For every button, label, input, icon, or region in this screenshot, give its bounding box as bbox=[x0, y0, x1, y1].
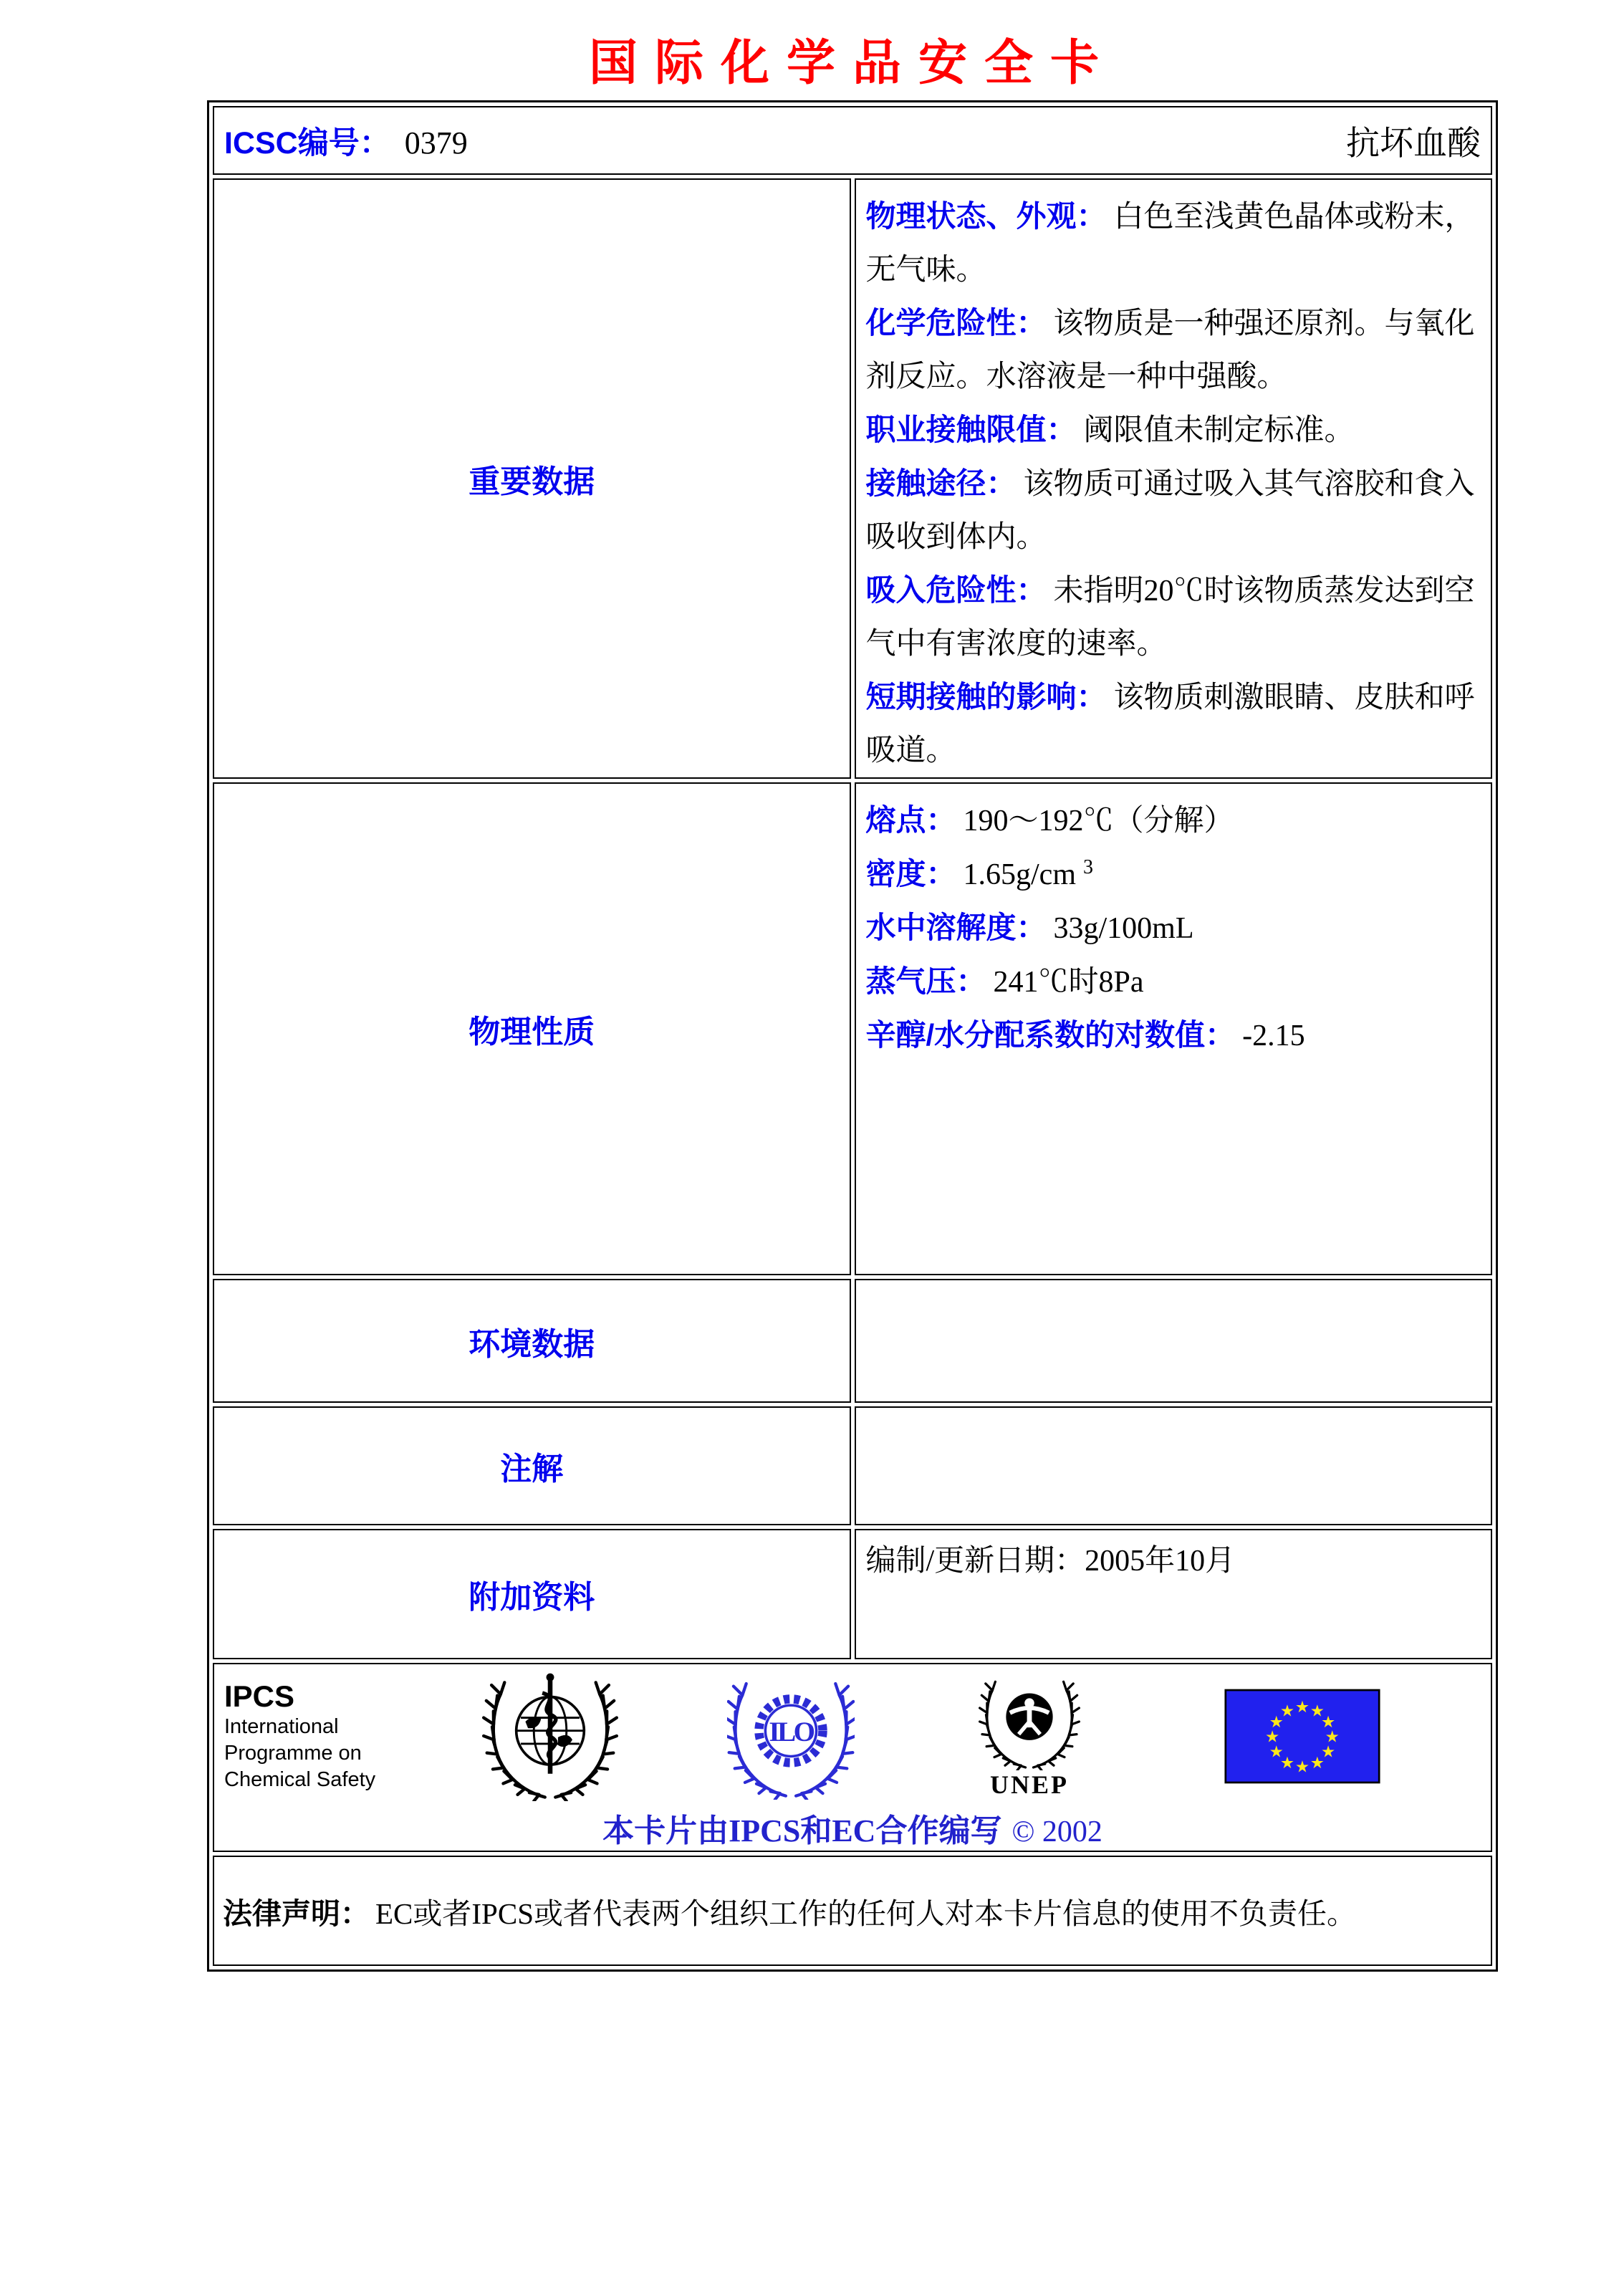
update-date-value: 2005年10月 bbox=[1085, 1545, 1236, 1578]
important-item-text: 该物质可通过吸入其气溶胶和食入吸收到体内。 bbox=[865, 468, 1475, 554]
header-cell bbox=[213, 106, 1492, 175]
ipcs-title: IPCS bbox=[224, 1679, 295, 1713]
important-item-text: 该物质刺激眼睛、皮肤和呼吸道。 bbox=[865, 681, 1475, 767]
legal-cell bbox=[213, 1856, 1492, 1966]
important-item bbox=[866, 297, 1481, 403]
svg-text:★: ★ bbox=[1310, 1753, 1325, 1772]
important-item-text: 白色至浅黄色晶体或粉末，无气味。 bbox=[865, 201, 1475, 287]
physical-property-value: 1.65g/cm bbox=[963, 858, 1076, 891]
icsc-card-table bbox=[207, 100, 1498, 1972]
svg-text:★: ★ bbox=[1265, 1727, 1280, 1746]
chemical-name: 抗坏血酸 bbox=[1346, 125, 1481, 163]
physical-property-value: 241℃时8Pa bbox=[993, 966, 1144, 999]
unep-letters: UNEP bbox=[990, 1770, 1069, 1799]
important-item bbox=[866, 403, 1481, 457]
physical-property-line bbox=[866, 794, 1481, 848]
important-item-label: 职业接触限值： bbox=[865, 413, 1077, 446]
page-title: 国际化学品安全卡 bbox=[588, 36, 1116, 90]
additional-info-content bbox=[855, 1529, 1493, 1659]
notes-content bbox=[855, 1406, 1493, 1525]
section-label-notes: 注解 bbox=[213, 1406, 851, 1525]
svg-text:★: ★ bbox=[1325, 1727, 1340, 1746]
svg-text:★: ★ bbox=[1294, 1757, 1310, 1775]
density-superscript: 3 bbox=[1083, 856, 1093, 878]
physical-property-label: 蒸气压： bbox=[865, 964, 986, 998]
svg-text:★: ★ bbox=[1310, 1702, 1325, 1720]
update-date-label: 编制/更新日期： bbox=[865, 1545, 1085, 1578]
physical-property-line bbox=[866, 848, 1481, 901]
eu-flag-icon bbox=[1224, 1689, 1380, 1784]
environment-data-content bbox=[855, 1279, 1493, 1403]
svg-text:★: ★ bbox=[1279, 1702, 1295, 1720]
physical-property-label: 水中溶解度： bbox=[865, 911, 1047, 944]
physical-property-label: 熔点： bbox=[865, 803, 956, 837]
important-item-label: 接触途径： bbox=[865, 466, 1017, 500]
logo-band bbox=[214, 1671, 1491, 1800]
ipcs-subtitle-line: Programme on bbox=[224, 1741, 362, 1765]
svg-text:★: ★ bbox=[1279, 1753, 1295, 1772]
organizations-row bbox=[213, 1663, 1492, 1852]
physical-property-label: 密度： bbox=[865, 857, 956, 891]
section-label-important: 重要数据 bbox=[213, 178, 851, 779]
ipcs-subtitle-line: International bbox=[224, 1714, 339, 1738]
ilo-emblem-icon bbox=[727, 1672, 855, 1800]
unep-logo-block bbox=[968, 1673, 1091, 1800]
additional-info-row bbox=[213, 1529, 1492, 1659]
legal-row bbox=[213, 1856, 1492, 1966]
organizations-cell bbox=[213, 1663, 1492, 1852]
important-item bbox=[866, 190, 1481, 297]
svg-text:★: ★ bbox=[1269, 1742, 1284, 1761]
physical-properties-content bbox=[855, 782, 1493, 1275]
important-item-label: 吸入危险性： bbox=[865, 573, 1047, 607]
important-item-label: 短期接触的影响： bbox=[865, 680, 1107, 714]
environment-data-row bbox=[213, 1279, 1492, 1403]
svg-text:★: ★ bbox=[1294, 1697, 1310, 1716]
physical-property-line bbox=[866, 955, 1481, 1009]
legal-label: 法律声明： bbox=[223, 1896, 370, 1930]
credit-line bbox=[214, 1805, 1491, 1851]
unep-emblem-icon bbox=[976, 1673, 1083, 1770]
section-label-environment: 环境数据 bbox=[213, 1279, 851, 1403]
important-item-text: 未指明20℃时该物质蒸发达到空气中有害浓度的速率。 bbox=[865, 575, 1475, 661]
ipcs-text-block bbox=[224, 1679, 416, 1793]
svg-text:★: ★ bbox=[1320, 1742, 1336, 1761]
who-emblem-icon bbox=[482, 1671, 618, 1801]
credit-year: © 2002 bbox=[1012, 1815, 1102, 1848]
section-label-physical: 物理性质 bbox=[213, 782, 851, 1275]
important-item-text: 该物质是一种强还原剂。与氧化剂反应。水溶液是一种中强酸。 bbox=[865, 307, 1475, 393]
physical-property-value: 33g/100mL bbox=[1053, 912, 1194, 945]
important-item bbox=[866, 457, 1481, 564]
important-item-label: 物理状态、外观： bbox=[865, 199, 1107, 233]
physical-property-value: 190～192℃（分解） bbox=[963, 805, 1234, 838]
icsc-number-group bbox=[224, 119, 468, 163]
credit-text: 本卡片由IPCS和EC合作编写 bbox=[602, 1813, 1002, 1848]
notes-row bbox=[213, 1406, 1492, 1525]
header-row bbox=[213, 106, 1492, 175]
important-item-label: 化学危险性： bbox=[865, 306, 1047, 340]
physical-property-value: -2.15 bbox=[1242, 1019, 1305, 1052]
important-item bbox=[866, 564, 1481, 671]
ilo-letters: ILO bbox=[769, 1717, 813, 1748]
physical-property-line bbox=[866, 1009, 1481, 1062]
update-date-line bbox=[866, 1535, 1481, 1588]
icsc-number-value: 0379 bbox=[404, 125, 468, 160]
physical-property-line bbox=[866, 901, 1481, 955]
svg-text:★: ★ bbox=[1269, 1712, 1284, 1731]
ipcs-subtitle-line: Chemical Safety bbox=[224, 1767, 376, 1791]
svg-text:★: ★ bbox=[1320, 1712, 1336, 1731]
section-label-additional: 附加资料 bbox=[213, 1529, 851, 1659]
important-data-row bbox=[213, 178, 1492, 779]
important-item-text: 阈限值未制定标准。 bbox=[1083, 414, 1355, 447]
important-item bbox=[866, 671, 1481, 777]
icsc-number-label: ICSC编号： bbox=[224, 125, 390, 160]
physical-properties-row bbox=[213, 782, 1492, 1275]
legal-text: EC或者IPCS或者代表两个组织工作的任何人对本卡片信息的使用不负责任。 bbox=[375, 1896, 1356, 1930]
important-data-content bbox=[855, 178, 1493, 779]
physical-property-label: 辛醇/水分配系数的对数值： bbox=[865, 1018, 1236, 1052]
